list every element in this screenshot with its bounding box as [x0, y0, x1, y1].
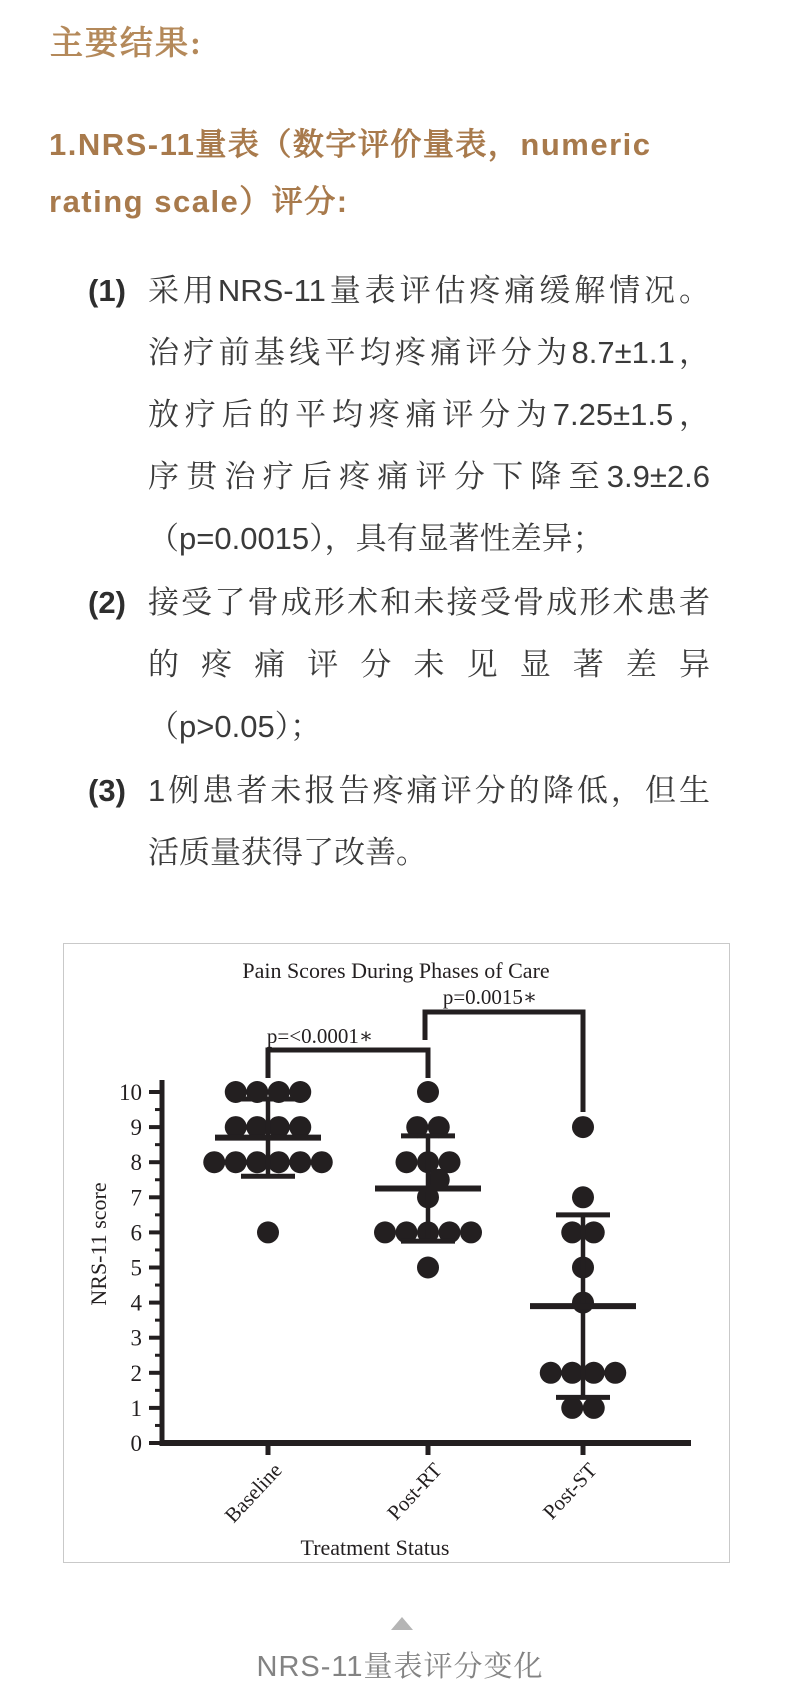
- y-tick-label: 7: [130, 1185, 142, 1211]
- data-point: [583, 1397, 605, 1419]
- text-line: 治疗前基线平均疼痛评分为8.7±1.1，: [148, 335, 710, 370]
- y-tick-label: 0: [130, 1431, 142, 1456]
- y-tick-label: 5: [130, 1255, 142, 1281]
- text-line: 接受了骨成形术和未接受骨成形术患者: [148, 585, 710, 620]
- item-marker: (3): [88, 773, 126, 808]
- text-line: （p>0.05）；: [148, 709, 322, 744]
- section-title: 主要结果:: [50, 26, 203, 62]
- data-point: [561, 1362, 583, 1384]
- list-item: [88, 572, 710, 758]
- y-tick-label: 8: [130, 1150, 142, 1176]
- list-item: [88, 760, 710, 884]
- item-marker: (1): [88, 273, 126, 308]
- chart-marks: [119, 985, 691, 1527]
- text-line: 的疼痛评分未见显著差异: [148, 647, 710, 682]
- text-line: （p=0.0015），具有显著性差异；: [148, 521, 604, 556]
- text-line: 放疗后的平均疼痛评分为7.25±1.5，: [148, 397, 710, 432]
- data-point: [604, 1362, 626, 1384]
- data-point: [246, 1151, 268, 1173]
- data-point: [374, 1221, 396, 1243]
- data-point: [268, 1151, 290, 1173]
- data-point: [289, 1151, 311, 1173]
- data-point: [540, 1362, 562, 1384]
- y-tick-label: 6: [130, 1220, 142, 1246]
- content-list: [88, 260, 710, 886]
- text-line: 活质量获得了改善。: [148, 835, 427, 870]
- data-point: [572, 1116, 594, 1138]
- text-line: 1例患者未报告疼痛评分的降低，但生: [148, 773, 710, 808]
- article-heading-line1: 1.NRS-11量表（数字评价量表，numeric: [49, 127, 652, 162]
- x-tick-label: Post-ST: [537, 1458, 602, 1524]
- y-tick-label: 3: [130, 1325, 142, 1351]
- y-tick-label: 1: [130, 1395, 142, 1421]
- data-point: [561, 1221, 583, 1243]
- data-point: [572, 1186, 594, 1208]
- data-point: [225, 1151, 247, 1173]
- y-axis-title: NRS-11 score: [86, 1182, 111, 1306]
- p-value-label: p=0.0015∗: [442, 985, 538, 1009]
- data-point: [583, 1221, 605, 1243]
- y-tick-label: 9: [130, 1115, 142, 1141]
- p-value-label: p=<0.0001∗: [266, 1024, 374, 1048]
- data-point: [417, 1257, 439, 1279]
- data-point: [417, 1081, 439, 1103]
- data-point: [583, 1362, 605, 1384]
- data-point: [561, 1397, 583, 1419]
- x-axis-title: Treatment Status: [300, 1535, 450, 1560]
- data-point: [311, 1151, 333, 1173]
- item-body: [148, 572, 710, 758]
- figure-caption: NRS-11量表评分变化: [256, 1651, 544, 1683]
- data-point: [396, 1151, 418, 1173]
- x-tick-label: Baseline: [219, 1458, 287, 1528]
- item-body: [148, 760, 710, 884]
- item-body: [148, 260, 710, 570]
- item-marker: (2): [88, 585, 126, 620]
- triangle-up-icon: [391, 1617, 413, 1630]
- article-heading-line2: rating scale）评分:: [49, 184, 349, 219]
- text-line: 序贯治疗后疼痛评分下降至3.9±2.6: [148, 459, 710, 494]
- text-line: 采用NRS-11量表评估疼痛缓解情况。: [148, 273, 710, 308]
- data-point: [460, 1221, 482, 1243]
- y-tick-label: 4: [130, 1290, 142, 1316]
- chart-title: Pain Scores During Phases of Care: [242, 958, 550, 983]
- x-tick-label: Post-RT: [382, 1458, 447, 1525]
- chart-panel: [63, 943, 730, 1563]
- list-item: [88, 260, 710, 570]
- data-point: [203, 1151, 225, 1173]
- data-point: [257, 1221, 279, 1243]
- y-tick-label: 2: [130, 1360, 142, 1386]
- y-tick-label: 10: [119, 1080, 142, 1105]
- article-heading: [49, 116, 729, 230]
- pain-score-chart: [64, 944, 729, 1562]
